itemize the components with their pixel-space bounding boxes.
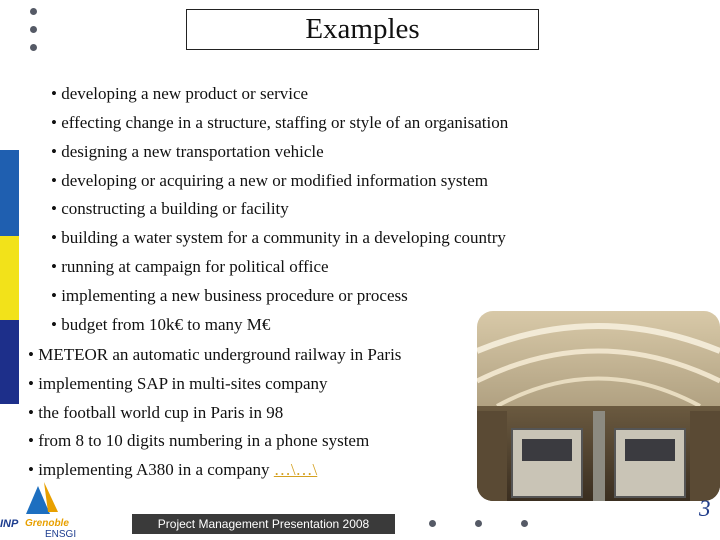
bullet-item: • constructing a building or facility [51,199,289,218]
footer-label: Project Management Presentation 2008 [132,514,395,534]
logo-text: Grenoble [25,518,69,529]
dot-icon [30,8,37,15]
dot-icon [30,44,37,51]
side-bar-blue [0,150,19,236]
bullet-item: • implementing a new business procedure or process [51,286,408,305]
side-bar-yellow [0,236,19,320]
example-item-text: • implementing A380 in a company [28,460,274,479]
example-item: • METEOR an automatic underground railway in Paris [28,345,402,364]
example-item: • from 8 to 10 digits numbering in a phone system [28,431,370,450]
bullet-item: • effecting change in a structure, staffing or style of an organisation [51,113,509,132]
bullet-item: • building a water system for a community in a developing country [51,228,506,247]
logo-text: INP [0,518,19,530]
example-item: • the football world cup in Paris in 98 [28,403,284,422]
dot-icon [429,520,436,527]
example-item: • implementing SAP in multi-sites company [28,374,328,393]
metro-train-photo [477,311,720,501]
page-number: 3 [699,496,711,521]
dot-icon [475,520,482,527]
logo-text: ENSGI [45,529,77,540]
dot-icon [521,520,528,527]
bullet-item: • developing or acquiring a new or modified information system [51,171,488,190]
ellipsis-link[interactable]: …\…\ [273,460,318,479]
bullet-item: • designing a new transportation vehicle [51,142,324,161]
example-item [28,460,317,480]
bullet-item: • developing a new product or service [51,84,309,103]
side-bar-navy [0,320,19,404]
slide-title: Examples [186,9,539,50]
bullet-item: • running at campaign for political office [51,257,329,276]
dot-icon [30,26,37,33]
bullet-item: • budget from 10k€ to many M€ [51,315,271,334]
